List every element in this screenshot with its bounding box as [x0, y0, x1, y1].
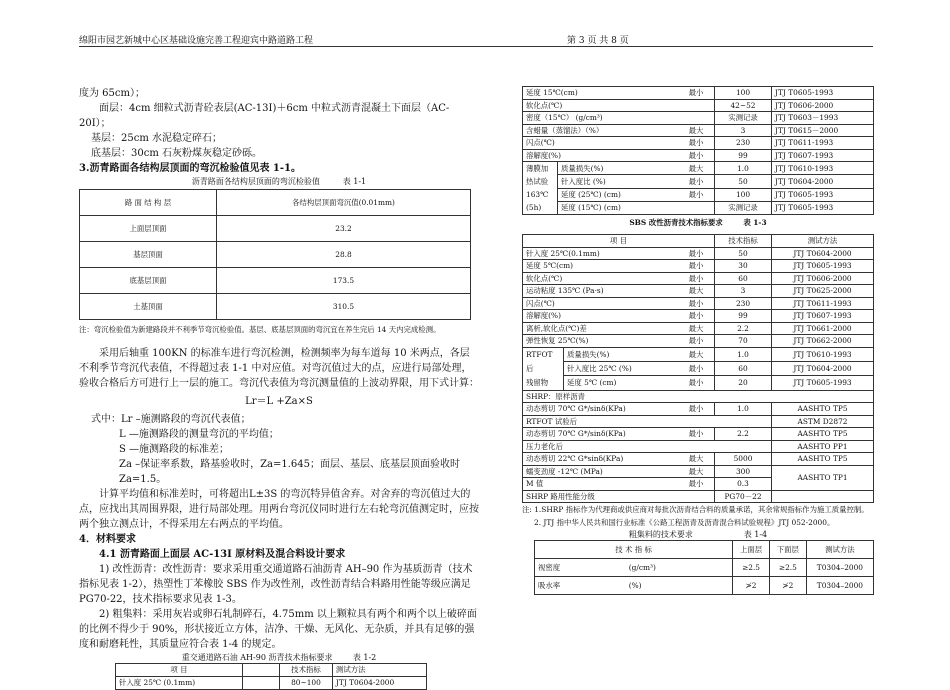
table-row: 闪点(℃) 最小 230 JTJ T0611-1993 — [523, 137, 874, 150]
sbs-spec-table — [522, 234, 874, 503]
table-row: SHRP：原样沥青 — [523, 390, 874, 403]
table-header: 技 术 指 标 — [535, 541, 733, 559]
table-row: 软化点(℃) 最小 60 JTJ T0606-2000 — [523, 272, 874, 285]
bitumen-spec-table — [115, 663, 427, 690]
paragraph: 2) 粗集料：采用灰岩或卵石轧制碎石，4.75mm 以上颗粒具有两个和两个以上破碎面的比例不得少于 90%，形状接近立方体，洁净、干燥、无风化、无杂质，并具有足够的强度和耐磨耗性，其质量应符合表 1-4 的规定。 — [79, 609, 477, 650]
header-rule — [79, 46, 873, 47]
table-row: 土基顶面 310.5 — [80, 294, 471, 320]
section-heading: 4．材料要求 — [79, 534, 136, 545]
table-row: 运动粘度 135℃ (Pa·s) 最大 3 JTJ T0625-2000 — [523, 285, 874, 298]
table-row: 上面层顶面 23.2 — [80, 216, 471, 242]
table-row: 延度 5℃ (cm) 最小 20 JTJ T0605-1993 — [523, 376, 874, 390]
table-row: SHRP 路用性能分级 PG70－22 — [523, 490, 874, 503]
formula: Lr＝L +Za×S — [245, 396, 313, 407]
paragraph: 底基层：30cm 石灰粉煤灰稳定砂砾。 — [91, 148, 262, 159]
table-row: 软化点(℃) 42~52 JTJ T0606-2000 — [523, 99, 874, 112]
table-header: 技术指标 — [715, 235, 772, 248]
table-header: 项 目 — [523, 235, 715, 248]
table-caption: 粗集料的技术要求 表 1-4 — [628, 530, 768, 539]
table-header: 技术指标 — [280, 664, 333, 677]
table-row: RTFOT 后 残留物 质量损失(%) 最大 1.0 JTJ T0610-1993 — [523, 347, 874, 361]
table-header: 项 目 — [116, 664, 243, 677]
table-row: 溶解度(%) 最小 99 JTJ T0607-1993 — [523, 310, 874, 323]
table-row: 密度（15℃） (g/cm³) 实测记录 JTJ T0603－1993 — [523, 112, 874, 125]
paragraph: L —施测路段的测量弯沉的平均值； — [119, 429, 279, 440]
paragraph: 度为 65cm）； — [79, 88, 145, 99]
rtfot-group-label: RTFOT 后 残留物 — [523, 347, 564, 390]
table-note: 2. JTJ 指中华人民共和国行业标准《公路工程沥青及沥青混合料试验规程》JTJ 052-2000。 — [534, 518, 835, 527]
table-row: 压力老化后 AASHTO PP1 — [523, 440, 874, 453]
paragraph: 1) 改性沥青：改性沥青：要求采用重交通道路石油沥青 AH–90 作为基质沥青（技术指标见表 1-2），热塑性丁苯橡胶 SBS 作为改性剂，改性沥青结合料路用性能等级应满足 PG70-22，技术指标要求见表 1-3。 — [79, 564, 473, 605]
section-heading: 3.沥青路面各结构层顶面的弯沉检验值见表 1-1。 — [79, 163, 301, 174]
header-page-number: 第 3 页 共 8 页 — [567, 36, 629, 46]
paragraph: 计算平均值和标准差时，可将超出L±3S 的弯沉特异值舍弃。对舍弃的弯沉值过大的点，应找出其周围界限，进行局部处理。用两台弯沉仪同时进行左右轮弯沉值测定时，应按两个独立测点计，不得采用左右两点的平均值。 — [79, 489, 479, 530]
paragraph: 基层：25cm 水泥稳定碎石； — [91, 133, 222, 144]
table-header: 测试方法 — [772, 235, 874, 248]
table-row: 蠕变劲度 -12℃ (MPa) 最大 300 AASHTO TP1 — [523, 465, 874, 478]
deflection-table — [79, 189, 471, 320]
table-caption: 沥青路面各结构层顶面的弯沉检验值 表 1-1 — [191, 177, 367, 186]
paragraph: 式中：Lr –施测路段的弯沉代表值； — [91, 414, 251, 425]
table-row: 针入度 25℃(0.1mm) 最小 50 JTJ T0604-2000 — [523, 247, 874, 260]
table-row: 延度 5℃(cm) 最小 30 JTJ T0605-1993 — [523, 260, 874, 273]
table-row: 弹性恢复 25℃(%) 最小 70 JTJ T0662-2000 — [523, 335, 874, 348]
table-row: 薄膜加 热试验 163℃ (5h) 质量损失(%) 最大 1.0 JTJ T0610-1993 — [523, 162, 874, 175]
table-row: 离析,软化点(℃)差 最大 2.2 JTJ T0661-2000 — [523, 322, 874, 335]
table-note: 注：弯沉检验值为新建路段并不利季节弯沉检验值。基层、底基层顶面的弯沉宜在养生完后 14 天内完成检测。 — [79, 325, 441, 334]
table-row: 动态剪切 70℃ G*/sinδ(KPa) 最小 1.0 AASHTO TP5 — [523, 403, 874, 416]
table-row: 基层顶面 28.8 — [80, 242, 471, 268]
table-row: 延度 15℃(cm) 最小 100 JTJ T0605-1993 — [523, 87, 874, 100]
table-row: 溶解度(%) 最小 99 JTJ T0607-1993 — [523, 149, 874, 162]
subsection-heading: 4.1 沥青路面上面层 AC-13I 原材料及混合料设计要求 — [99, 549, 346, 560]
table-row: 闪点(℃) 最小 230 JTJ T0611-1993 — [523, 297, 874, 310]
table-row: 吸水率 (%) ≯2 ≯2 T0304–2000 — [535, 577, 874, 595]
right-column — [522, 86, 874, 595]
table-note: 注: 1.SHRP 指标作为代理商或供应商对每批次沥青结合料的质量承诺，其余常规指标作为施工质量控制。 — [522, 505, 869, 514]
table-row: 针入度比 (%) 最小 50 JTJ T0604-2000 — [523, 175, 874, 188]
aggregate-spec-table — [534, 540, 874, 595]
paragraph: Za –保证率系数，路基验收时，Za=1.645；面层、基层、底基层顶面验收时 Za=1.5。 — [119, 459, 461, 485]
paragraph: 采用后轴重 100KN 的标准车进行弯沉检测，检测频率为每车道每 10 米两点，各层不利季节弯沉代表值，不得超过表 1-1 中对应值。对弯沉值过大的点，应进行局部处理，验收合格后方可进行上一层的施工。弯沉代表值为弯沉测量值的上波动界限，用下式计算： — [79, 348, 479, 389]
table-row: 动态剪切 22℃ G*sinδ(KPa) 最大 5000 AASHTO TP5 — [523, 453, 874, 466]
left-column — [79, 86, 479, 690]
table-header: 路 面 结 构 层 — [80, 190, 217, 216]
paragraph: 面层：4cm 细粒式沥青砼表层(AC-13I)＋6cm 中粒式沥青混凝土下面层（AC-20I）； — [79, 103, 450, 129]
table-row: 延度 (25℃) (cm) 最小 100 JTJ T0605-1993 — [523, 188, 874, 201]
table-row: RTFOT 试验后 ASTM D2872 — [523, 415, 874, 428]
table-header: 上面层 — [733, 541, 770, 559]
table-row: 底基层顶面 173.5 — [80, 268, 471, 294]
table-caption: 重交通道路石油 AH-90 沥青技术指标要求 表 1-2 — [181, 653, 377, 662]
paragraph: S —施测路段的标准差； — [119, 444, 230, 455]
table-header: 测试方法 — [332, 664, 426, 677]
bitumen-spec-table-continued — [522, 86, 874, 215]
table-row: 针入度比 25℃ (%) 最小 60 JTJ T0604-2000 — [523, 361, 874, 375]
table-caption: SBS 改性沥青技术指标要求 表 1-3 — [629, 218, 767, 227]
table-row: 延度 (15℃) (cm) 实测记录 JTJ T0605-1993 — [523, 201, 874, 214]
table-header: 下面层 — [769, 541, 806, 559]
table-row: 针入度 25℃ (0.1mm) 80~100 JTJ T0604-2000 — [116, 677, 427, 690]
table-header: 各结构层顶面弯沉值(0.01mm) — [217, 190, 471, 216]
table-row: 含蜡量（蒸馏法）（%） 最大 3 JTJ T0615－2000 — [523, 124, 874, 137]
header-project-title: 绵阳市园艺新城中心区基础设施完善工程迎宾中路道路工程 — [79, 36, 314, 46]
table-row: 动态剪切 70℃ G*/sinδ(KPa) 最小 2.2 AASHTO TP5 — [523, 428, 874, 441]
table-row: M 值 最小 0.3 — [523, 478, 874, 491]
table-row: 视密度 (g/cm³) ≥2.5 ≥2.5 T0304–2000 — [535, 559, 874, 577]
tfot-group-label: 薄膜加 热试验 163℃ (5h) — [523, 162, 558, 215]
table-header: 测试方法 — [806, 541, 873, 559]
